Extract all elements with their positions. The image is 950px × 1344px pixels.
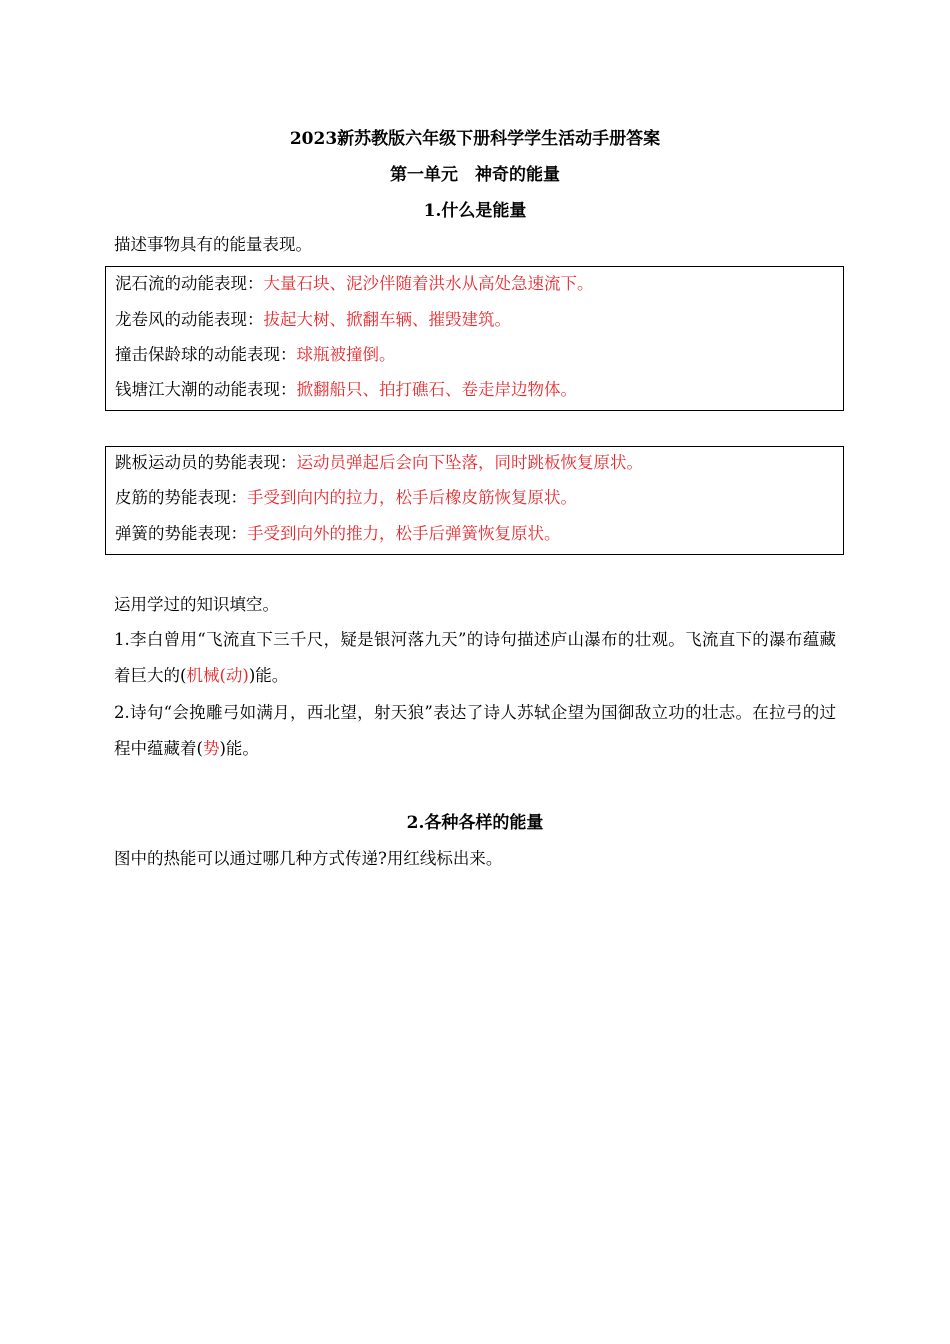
question-answer: 势 bbox=[202, 739, 220, 758]
fill-in-instruction: 运用学过的知识填空。 bbox=[114, 595, 279, 614]
kinetic-row bbox=[115, 308, 511, 332]
lesson1-instruction: 描述事物具有的能量表现。 bbox=[114, 235, 312, 254]
row-answer: 运动员弹起后会向下坠落，同时跳板恢复原状。 bbox=[296, 453, 643, 472]
row-answer: 球瓶被撞倒。 bbox=[296, 345, 396, 364]
lesson1-title: 1.什么是能量 bbox=[423, 201, 527, 221]
question-answer: 机械(动) bbox=[186, 666, 249, 685]
potential-row bbox=[115, 451, 643, 475]
row-label: 撞击保龄球的动能表现： bbox=[115, 345, 297, 364]
question-text: )能。 bbox=[219, 739, 259, 758]
row-label: 钱塘江大潮的动能表现： bbox=[115, 380, 297, 399]
potential-energy-box bbox=[105, 446, 844, 555]
kinetic-row bbox=[115, 378, 577, 402]
row-label: 皮筋的势能表现： bbox=[115, 488, 247, 507]
potential-row bbox=[115, 522, 561, 546]
row-answer: 拔起大树、掀翻车辆、摧毁建筑。 bbox=[263, 310, 511, 329]
row-label: 龙卷风的动能表现： bbox=[115, 310, 264, 329]
row-answer: 大量石块、泥沙伴随着洪水从高处急速流下。 bbox=[263, 274, 594, 293]
question-2 bbox=[114, 695, 836, 767]
lesson2-instruction: 图中的热能可以通过哪几种方式传递?用红线标出来。 bbox=[114, 849, 503, 868]
unit-title: 第一单元 神奇的能量 bbox=[390, 165, 560, 185]
row-answer: 手受到向外的推力，松手后弹簧恢复原状。 bbox=[247, 524, 561, 543]
row-label: 泥石流的动能表现： bbox=[115, 274, 264, 293]
row-answer: 手受到向内的拉力，松手后橡皮筋恢复原状。 bbox=[247, 488, 577, 507]
question-text: 1.李白曾用“飞流直下三千尺，疑是银河落九天”的诗句描述庐山瀑布的壮观。飞流直下的瀑布蕴藏着巨大的( bbox=[114, 630, 836, 685]
document-title: 2023新苏教版六年级下册科学学生活动手册答案 bbox=[289, 129, 661, 149]
row-label: 弹簧的势能表现： bbox=[115, 524, 247, 543]
question-1 bbox=[114, 622, 836, 694]
question-text: )能。 bbox=[248, 666, 289, 685]
kinetic-energy-box bbox=[105, 266, 844, 411]
question-text: 2.诗句“会挽雕弓如满月，西北望，射天狼”表达了诗人苏轼企望为国御敌立功的壮志。在拉弓的过程中蕴藏着( bbox=[114, 703, 836, 758]
row-label: 跳板运动员的势能表现： bbox=[115, 453, 297, 472]
lesson2-title: 2.各种各样的能量 bbox=[406, 813, 544, 833]
potential-row bbox=[115, 486, 577, 510]
kinetic-row bbox=[115, 272, 594, 296]
row-answer: 掀翻船只、拍打礁石、卷走岸边物体。 bbox=[296, 380, 577, 399]
kinetic-row bbox=[115, 343, 396, 367]
